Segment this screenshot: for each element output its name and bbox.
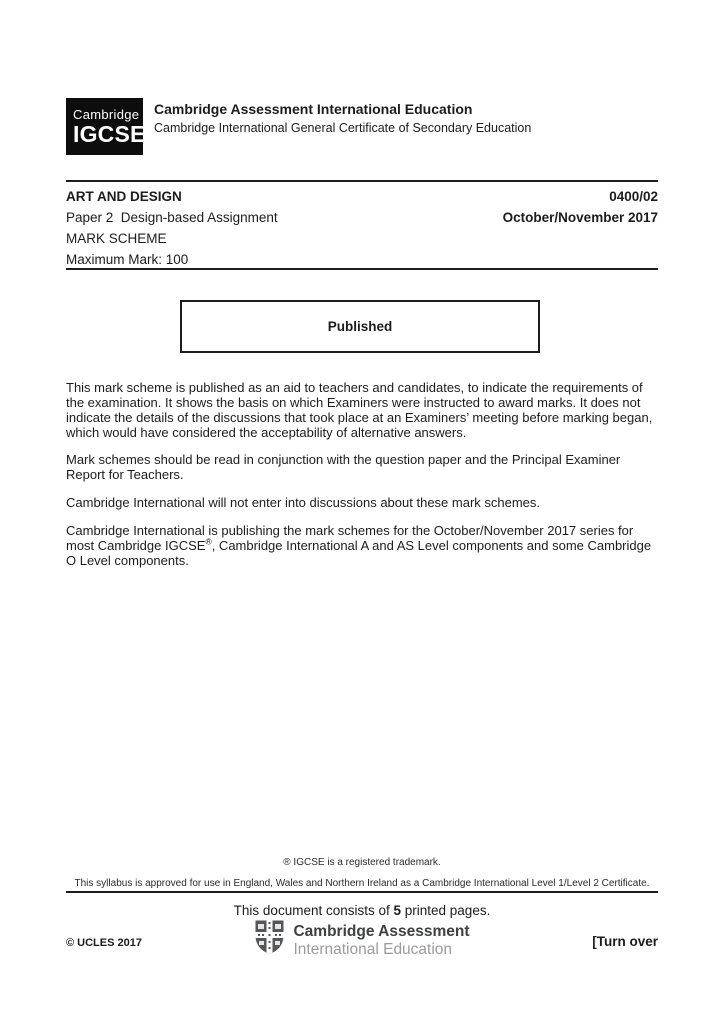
cambridge-assessment-logo-text: [293, 923, 469, 958]
maximum-mark: Maximum Mark: 100: [66, 252, 189, 267]
footer-logo-line1: Cambridge Assessment: [293, 922, 470, 940]
paragraph-mark-scheme-purpose: This mark scheme is published as an aid to teachers and candidates, to indicate the requirements of the examination. It shows the basis on which Examiners were instructed to award marks. It does not indicate the details of the discussions that took place at an Examiners’ meeting before marking began, which would have considered the acceptability of alternative answers.: [66, 380, 653, 440]
footer-divider: [66, 891, 658, 893]
registered-trademark-symbol: ®: [205, 536, 212, 547]
paragraph-read-in-conjunction: Mark schemes should be read in conjunction with the question paper and the Principal Examiner Report for Teachers.: [66, 452, 621, 482]
title-row-paper: [66, 210, 658, 225]
qualification-name: Cambridge International General Certificate of Secondary Education: [154, 121, 532, 135]
title-row-doctype: [66, 231, 658, 246]
title-bottom-divider: [66, 268, 658, 270]
top-divider: [66, 180, 658, 182]
subject-title: ART AND DESIGN: [66, 189, 182, 204]
exam-session: October/November 2017: [502, 210, 658, 225]
page-count-line: [66, 903, 658, 918]
paragraph-publishing-seg1: Cambridge International is publishing the mark schemes for the October/November 2017 series for most Cambridge IGCSE: [66, 523, 634, 553]
paragraph-publishing-series: [66, 524, 662, 569]
page-count-value: 5: [393, 903, 402, 918]
trademark-footnote: ® IGCSE is a registered trademark.: [283, 857, 441, 868]
turn-over-label: [Turn over: [592, 934, 658, 949]
logo-igcse-text: IGCSE: [73, 121, 146, 147]
cambridge-shield-icon: [254, 919, 285, 961]
footer-logo-line2: International Education: [293, 940, 453, 958]
paper-title: Paper 2 Design-based Assignment: [66, 210, 278, 225]
cambridge-igcse-logo: [66, 98, 146, 155]
title-row-subject: [66, 189, 658, 204]
paragraph-no-discussions: Cambridge International will not enter into discussions about these mark schemes.: [66, 495, 541, 510]
published-label: Published: [327, 319, 393, 334]
document-type: MARK SCHEME: [66, 231, 167, 246]
paper-code: 0400/02: [609, 189, 658, 204]
syllabus-approval-footnote: This syllabus is approved for use in England, Wales and Northern Ireland as a Cambridge International Level 1/Level 2 Certificate.: [74, 878, 650, 889]
organisation-name: Cambridge Assessment International Education: [154, 101, 473, 117]
copyright-notice: © UCLES 2017: [66, 937, 142, 949]
page-count-suffix: printed pages.: [401, 903, 491, 918]
page-count-prefix: This document consists of: [233, 903, 394, 918]
paragraph-publishing-seg2: , Cambridge International A and AS Level components and some Cambridge O Level components.: [66, 537, 652, 568]
published-box: [180, 300, 540, 353]
logo-cambridge-text: Cambridge: [73, 107, 140, 122]
title-row-maxmark: [66, 252, 658, 267]
